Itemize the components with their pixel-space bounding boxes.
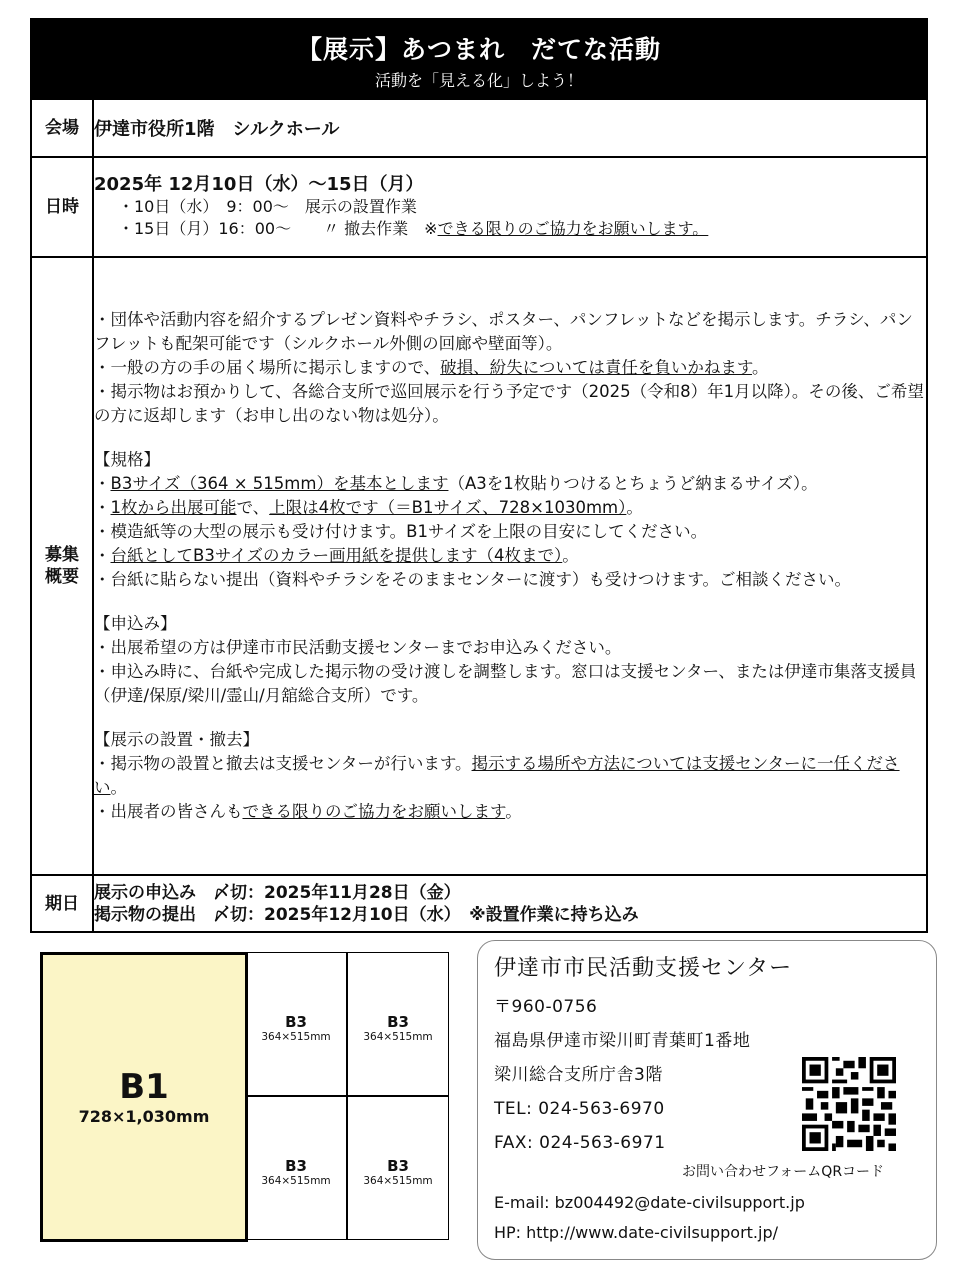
b3-size: 364×515mm	[261, 1175, 331, 1187]
datetime-main: 2025年 12月10日（水）～15日（月）	[94, 174, 424, 195]
setup-1-a: ・掲示物の設置と撤去は支援センターが行います。	[94, 754, 472, 773]
spec-1-a: ・	[94, 474, 111, 493]
setup-2-underline: できる限りのご協力をお願いします	[242, 802, 506, 821]
spec-2-c: 。	[626, 498, 643, 517]
venue-row	[32, 99, 926, 157]
spec-5: ・台紙に貼らない提出（資料やチラシをそのままセンターに渡す）も受けつけます。ご相談ください。	[94, 570, 852, 589]
spec-3: ・模造紙等の大型の展示も受け付けます。B1サイズを上限の目安にしてください。	[94, 522, 708, 541]
recruit-content	[93, 257, 926, 875]
deadline-submit: 掲示物の提出 〆切：2025年12月10日（水） ※設置作業に持ち込み	[94, 904, 639, 925]
spec-4	[94, 544, 926, 568]
spec-2-b: で、	[236, 498, 270, 517]
qr-code-icon[interactable]	[802, 1057, 896, 1151]
recruit-p2	[94, 356, 926, 380]
page-subtitle: 活動を「見える化」しよう！	[374, 71, 583, 90]
setup-heading: 【展示の設置・撤去】	[94, 730, 259, 749]
datetime-row	[32, 157, 926, 257]
b3-name: B3	[285, 1157, 307, 1175]
page-title: 【展示】あつまれ だてな活動	[296, 35, 661, 64]
spec-4-underline: 台紙としてB3サイズのカラー画用紙を提供します（4枚まで）	[110, 546, 563, 565]
contact-card	[477, 940, 937, 1260]
setup-2-b: 。	[505, 802, 522, 821]
b3-sheet	[245, 1096, 347, 1240]
spec-1	[94, 472, 926, 496]
apply-1: ・出展希望の方は伊達市市民活動支援センターまでお申込みください。	[94, 638, 622, 657]
info-table	[32, 98, 926, 931]
deadline-apply: 展示の申込み 〆切：2025年11月28日（金）	[94, 882, 461, 903]
spec-2-a: ・	[94, 498, 111, 517]
size-diagram	[40, 952, 450, 1240]
address-line-1: 福島県伊達市梁川町青葉町1番地	[494, 1031, 751, 1051]
fax: FAX: 024-563-6971	[494, 1133, 666, 1153]
setup-1-b: 。	[110, 778, 127, 797]
b3-name: B3	[387, 1013, 409, 1031]
spec-2-underline-2: 上限は4枚です（＝B1サイズ、728×1030mm）	[269, 498, 627, 517]
spec-1-b: （A3を1枚貼りつけるとちょうど納まるサイズ）。	[448, 474, 818, 493]
event-info-box	[30, 18, 928, 933]
venue-label: 会場	[32, 99, 93, 157]
recruit-p1: ・団体や活動内容を紹介するプレゼン資料やチラシ、ポスター、パンフレットなどを掲示します。チラシ、パンフレットも配架可能です（シルクホール外側の回廊や壁面等）。	[94, 310, 913, 353]
phone[interactable]: TEL: 024-563-6970	[494, 1099, 665, 1119]
recruit-p2-underline: 破損、紛失については責任を負いかねます	[440, 358, 753, 377]
address-line-2: 梁川総合支所庁舎3階	[494, 1065, 663, 1085]
spec-2	[94, 496, 926, 520]
postal-code: 〒960-0756	[494, 997, 598, 1017]
setup-1-underline: 掲示する場所や方法については支援センターに一任ください	[94, 754, 900, 797]
datetime-setup: ・10日（水） 9：00～ 展示の設置作業	[118, 197, 417, 216]
spec-1-underline: B3サイズ（364 × 515mm）を基本とします	[110, 474, 449, 493]
datetime-removal-text: ・15日（月）16：00～ 〃 撤去作業 ※	[118, 219, 438, 238]
cooperation-note: できる限りのご協力をお願いします。	[437, 219, 709, 238]
b3-sheet	[245, 952, 347, 1096]
b1-name: B1	[119, 1067, 169, 1107]
recruit-p2-a: ・一般の方の手の届く場所に掲示しますので、	[94, 358, 441, 377]
deadline-label: 期日	[32, 875, 93, 931]
b1-sheet	[40, 952, 248, 1242]
b3-size: 364×515mm	[261, 1031, 331, 1043]
qr-caption: お問い合わせフォームQRコード	[682, 1164, 885, 1180]
apply-heading: 【申込み】	[94, 614, 177, 633]
b3-name: B3	[387, 1157, 409, 1175]
b1-size: 728×1,030mm	[78, 1107, 210, 1126]
website-link[interactable]: HP: http://www.date-civilsupport.jp/	[494, 1223, 779, 1242]
spec-4-b: 。	[562, 546, 579, 565]
b3-size: 364×515mm	[363, 1031, 433, 1043]
recruit-label-text: 募集概要	[45, 545, 79, 587]
b3-size: 364×515mm	[363, 1175, 433, 1187]
setup-1	[94, 752, 926, 800]
b3-name: B3	[285, 1013, 307, 1031]
header-banner	[32, 20, 926, 98]
spec-4-a: ・	[94, 546, 111, 565]
spec-2-underline-1: 1枚から出展可能	[110, 498, 237, 517]
deadline-row	[32, 875, 926, 931]
apply-2: ・申込み時に、台紙や完成した掲示物の受け渡しを調整します。窓口は支援センター、または伊達市集落支援員（伊達/保原/梁川/霊山/月舘総合支所）です。	[94, 662, 917, 705]
b3-sheet	[347, 1096, 449, 1240]
recruit-p3: ・掲示物はお預かりして、各総合支所で巡回展示を行う予定です（2025（令和8）年1月以降）。その後、ご希望の方に返却します（お申し出のない物は処分）。	[94, 382, 924, 425]
org-name: 伊達市市民活動支援センター	[494, 956, 793, 981]
setup-2	[94, 800, 926, 824]
b3-sheet	[347, 952, 449, 1096]
datetime-removal	[94, 218, 926, 240]
recruit-label	[32, 257, 93, 875]
email-link[interactable]: E-mail: bz004492@date-civilsupport.jp	[494, 1193, 805, 1212]
datetime-label: 日時	[32, 157, 93, 257]
setup-2-a: ・出展者の皆さんも	[94, 802, 243, 821]
venue-value: 伊達市役所1階 シルクホール	[94, 119, 340, 140]
recruit-p2-b: 。	[752, 358, 769, 377]
spec-heading: 【規格】	[94, 450, 160, 469]
recruit-row	[32, 257, 926, 875]
